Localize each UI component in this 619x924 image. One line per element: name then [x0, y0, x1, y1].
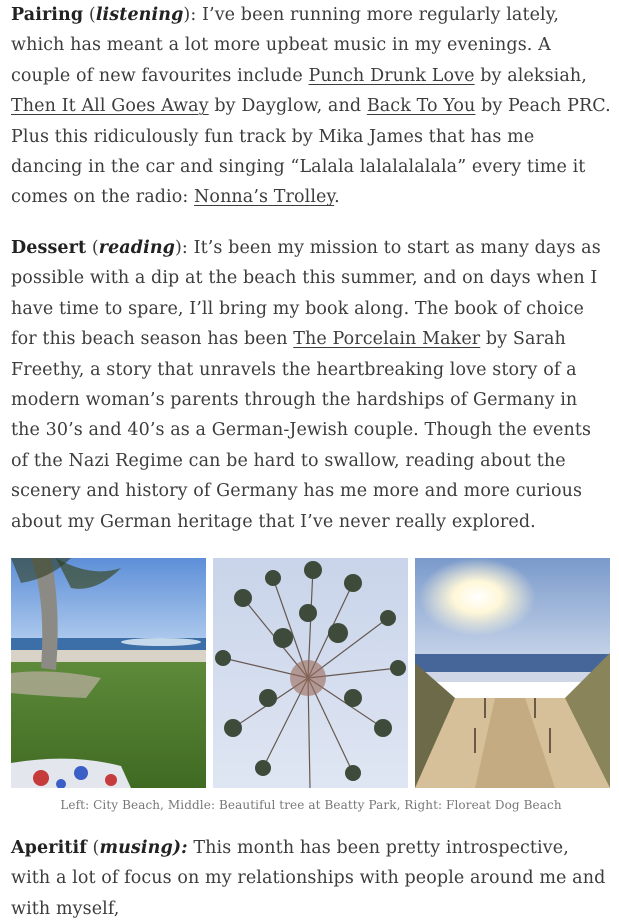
dessert-paragraph	[11, 233, 611, 537]
dog-beach-image	[415, 558, 610, 788]
pairing-tag: listening	[95, 5, 184, 25]
pairing-text: I’ve been running more regularly lately, which has meant a lot more upbeat music in my evenings. A couple of new favourites include	[11, 5, 560, 86]
book-link-porcelain-maker[interactable]: The Porcelain Maker	[293, 329, 481, 350]
paren-close: ):	[175, 238, 194, 258]
dessert-text: It’s been my mission to start as many days as possible with a dip at the beach this summer, and on days when I have time to spare, I’ll bring my book along. The book of choice for this beach season has been	[11, 238, 601, 350]
song-link-punch-drunk-love[interactable]: Punch Drunk Love	[308, 65, 475, 86]
aperitif-tag: musing):	[99, 838, 188, 858]
pairing-text: by aleksiah,	[474, 65, 587, 86]
dessert-text: by Sarah Freethy, a story that unravels the heartbreaking love story of a modern woman’s parents through the hardships of Germany in the 30’s and 40’s as a German-Jewish couple. Though the events of the Nazi Regime can be hard to swallow, reading about the scenery and history of Germany has me more and more curious about my German heritage that I’ve never really explored.	[11, 329, 592, 532]
song-link-nonnas-trolley[interactable]: Nonna’s Trolley	[194, 187, 335, 208]
song-link-back-to-you[interactable]: Back To You	[366, 96, 476, 117]
song-link-then-it-all-goes-away[interactable]: Then It All Goes Away	[11, 96, 209, 117]
dessert-tag: reading	[98, 238, 175, 258]
paren-open: (	[86, 238, 99, 258]
aperitif-paragraph	[11, 833, 611, 924]
paren-close: ):	[183, 5, 203, 25]
photo-beatty-park-tree[interactable]	[213, 558, 408, 788]
aperitif-text: This month has been pretty introspective, with a lot of focus on my relationships with people around me and with myself,	[11, 838, 606, 919]
gallery-caption: Left: City Beach, Middle: Beautiful tree at Beatty Park, Right: Floreat Dog Beach	[60, 798, 562, 812]
photo-city-beach[interactable]	[11, 558, 206, 788]
pairing-text: by Dayglow, and	[208, 96, 367, 117]
pairing-paragraph	[11, 0, 611, 213]
pairing-text: .	[334, 187, 340, 208]
aperitif-label: Aperitif	[11, 838, 87, 858]
photo-floreat-dog-beach[interactable]	[415, 558, 610, 788]
tree-image	[213, 558, 408, 788]
pairing-label: Pairing	[11, 5, 84, 25]
photo-gallery	[11, 558, 611, 788]
paren-open: (	[86, 838, 100, 858]
paren-open: (	[83, 5, 96, 25]
pairing-text: by Peach PRC. Plus this ridiculously fun track by Mika James that has me dancing in the car and singing “Lalala lalalalalala” every time it comes on the radio:	[11, 96, 611, 208]
city-beach-image	[11, 558, 206, 788]
dessert-label: Dessert	[11, 238, 87, 258]
